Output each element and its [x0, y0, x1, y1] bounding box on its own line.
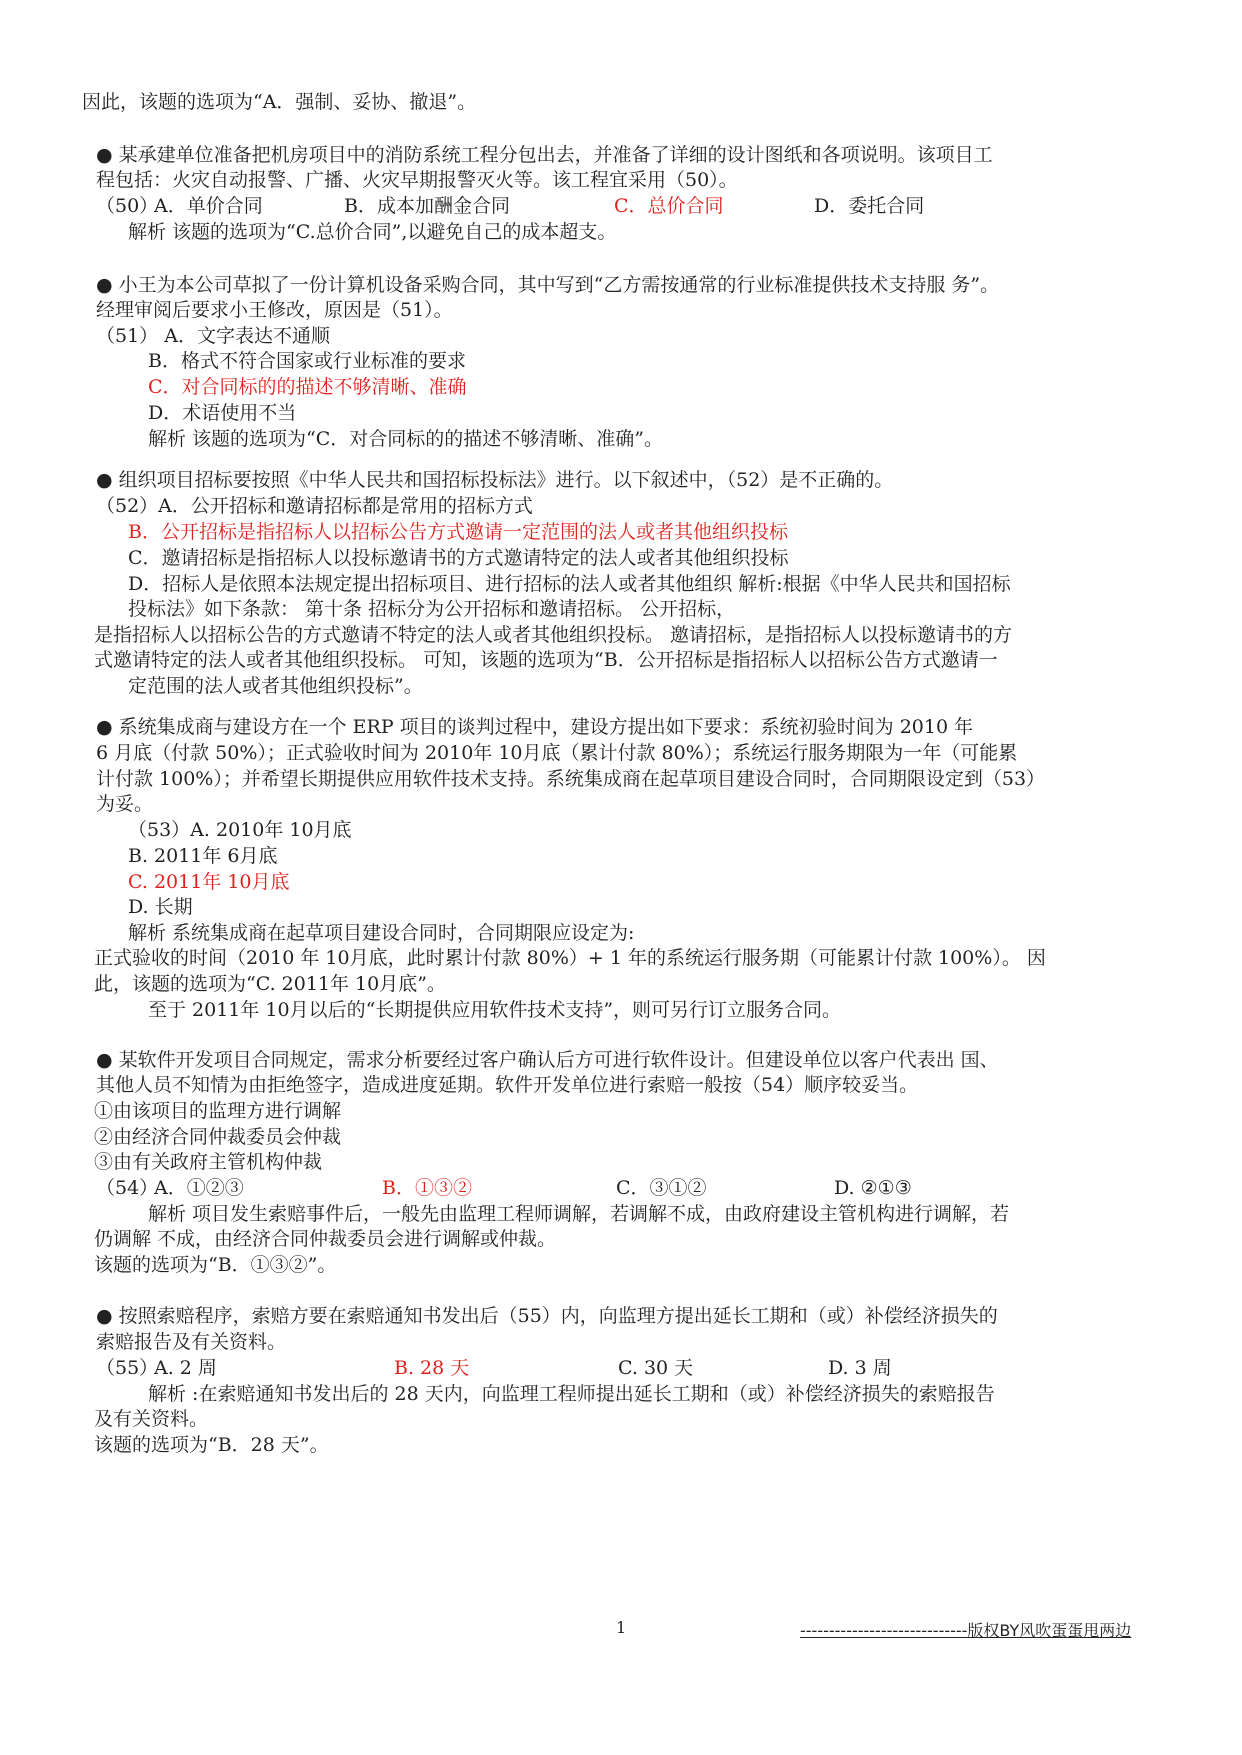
q54-item-2: ②由经济合同仲裁委员会仲裁	[94, 1126, 342, 1148]
q53-option-d: D. 长期	[128, 896, 193, 918]
q54-analysis-line-3: 该题的选项为“B．①③②”。	[94, 1254, 337, 1276]
q52-option-a: （52）A．公开招标和邀请招标都是常用的招标方式	[96, 495, 533, 517]
q55-label: （55）	[96, 1357, 159, 1379]
q54-analysis-line-2: 仍调解 不成，由经济合同仲裁委员会进行调解或仲裁。	[94, 1228, 557, 1250]
q55-analysis-line-3: 该题的选项为“B．28 天”。	[94, 1434, 329, 1456]
q52-analysis-line-2: 是指招标人以招标公告的方式邀请不特定的法人或者其他组织投标。 邀请招标，是指招标人以投标邀请书的方	[94, 624, 1013, 646]
q53-option-c-correct: C. 2011年 10月底	[128, 871, 290, 893]
q54-option-d: D. ②①③	[834, 1177, 912, 1199]
q50-stem-line-2: 程包括：火灾自动报警、广播、火灾早期报警灭火等。该工程宜采用（50）。	[96, 169, 738, 191]
q50-option-b: B．成本加酬金合同	[344, 195, 510, 217]
q50-analysis: 解析 该题的选项为“C.总价合同”,以避免自己的成本超支。	[128, 221, 617, 243]
q54-label: （54）	[96, 1177, 159, 1199]
q53-option-a: （53）A. 2010年 10月底	[128, 819, 352, 841]
q54-item-1: ①由该项目的监理方进行调解	[94, 1100, 342, 1122]
q51-option-c-correct: C．对合同标的的描述不够清晰、准确	[148, 376, 467, 398]
q55-analysis-line-1: 解析 :在索赔通知书发出后的 28 天内，向监理工程师提出延长工期和（或）补偿经济损失的索赔报告	[148, 1383, 995, 1405]
page-number: 1	[616, 1618, 627, 1637]
q53-analysis-line-1: 解析 系统集成商在起草项目建设合同时，合同期限应设定为:	[128, 922, 635, 944]
q53-stem-line-4: 为妥。	[96, 793, 154, 815]
q54-options	[96, 1174, 912, 1202]
q54-option-a: A．①②③	[154, 1177, 244, 1199]
q53-analysis-line-4: 至于 2011年 10月以后的“长期提供应用软件技术支持”，则可另行订立服务合同。	[148, 999, 842, 1021]
q51-option-d: D．术语使用不当	[148, 402, 297, 424]
q53-stem-line-3: 计付款 100%）；并希望长期提供应用软件技术支持。系统集成商在起草项目建设合同时，合同期限设定到（53）	[96, 768, 1046, 790]
q52-analysis-line-3: 式邀请特定的法人或者其他组织投标。 可知，该题的选项为“B．公开招标是指招标人以招标公告方式邀请一	[94, 649, 998, 671]
q52-analysis-line-4: 定范围的法人或者其他组织投标”。	[128, 675, 423, 697]
q51-analysis: 解析 该题的选项为“C．对合同标的的描述不够清晰、准确”。	[148, 428, 664, 450]
q54-analysis-line-1: 解析 项目发生索赔事件后，一般先由监理工程师调解，若调解不成，由政府建设主管机构进行调解，若	[148, 1203, 1010, 1225]
q53-analysis-line-2: 正式验收的时间（2010 年 10月底，此时累计付款 80%）+ 1 年的系统运行服务期（可能累计付款 100%）。 因	[94, 947, 1046, 969]
q53-stem-line-1: ● 系统集成商与建设方在一个 ERP 项目的谈判过程中，建设方提出如下要求：系统初验时间为 2010 年	[96, 716, 974, 738]
q55-option-c: C. 30 天	[618, 1357, 694, 1379]
q52-analysis-line-1: 投标法》如下条款： 第十条 招标分为公开招标和邀请招标。 公开招标，	[128, 598, 736, 620]
q53-analysis-line-3: 此，该题的选项为“C. 2011年 10月底”。	[94, 973, 446, 995]
q51-stem-line-2: 经理审阅后要求小王修改，原因是（51）。	[96, 299, 453, 321]
q52-option-b-correct: B．公开招标是指招标人以招标公告方式邀请一定范围的法人或者其他组织投标	[128, 521, 788, 543]
q50-stem-line-1: ● 某承建单位准备把机房项目中的消防系统工程分包出去，并准备了详细的设计图纸和各项说明。该项目工	[96, 144, 993, 166]
q52-stem: ● 组织项目招标要按照《中华人民共和国招标投标法》进行。以下叙述中，（52）是不正确的。	[96, 469, 894, 491]
q54-stem-line-2: 其他人员不知情为由拒绝签字，造成进度延期。软件开发单位进行索赔一般按（54）顺序较妥当。	[96, 1074, 919, 1096]
q51-stem-line-1: ● 小王为本公司草拟了一份计算机设备采购合同，其中写到“乙方需按通常的行业标准提供技术支持服 务”。	[96, 274, 1000, 296]
q50-option-c-correct: C．总价合同	[614, 195, 724, 217]
q51-option-a: （51） A．文字表达不通顺	[96, 325, 330, 347]
q55-option-d: D. 3 周	[828, 1357, 892, 1379]
q54-stem-line-1: ● 某软件开发项目合同规定，需求分析要经过客户确认后方可进行软件设计。但建设单位以客户代表出 国、	[96, 1049, 999, 1071]
q53-option-b: B. 2011年 6月底	[128, 845, 278, 867]
q53-stem-line-2: 6 月底（付款 50%）；正式验收时间为 2010年 10月底（累计付款 80%）；系统运行服务期限为一年（可能累	[96, 742, 1018, 764]
q55-analysis-line-2: 及有关资料。	[94, 1408, 209, 1430]
copyright-footer: -----------------------------版权BY风吹蛋蛋甩两边	[800, 1621, 1132, 1640]
q51-option-b: B．格式不符合国家或行业标准的要求	[148, 350, 466, 372]
q50-option-a: A．单价合同	[154, 195, 263, 217]
intro-answer: 因此，该题的选项为“A．强制、妥协、撤退”。	[82, 91, 477, 113]
q55-stem-line-2: 索赔报告及有关资料。	[96, 1331, 287, 1353]
q55-option-a: A. 2 周	[154, 1357, 217, 1379]
q50-options	[96, 192, 925, 220]
q55-options	[96, 1354, 892, 1382]
q54-option-c: C．③①②	[616, 1177, 707, 1199]
q55-stem-line-1: ● 按照索赔程序，索赔方要在索赔通知书发出后（55）内，向监理方提出延长工期和（或）补偿经济损失的	[96, 1305, 998, 1327]
q54-item-3: ③由有关政府主管机构仲裁	[94, 1151, 323, 1173]
q50-label: （50）	[96, 195, 159, 217]
q55-option-b-correct: B. 28 天	[394, 1357, 470, 1379]
q52-option-d: D．招标人是依照本法规定提出招标项目、进行招标的法人或者其他组织 解析:根据《中华人民共和国招标	[128, 573, 1011, 595]
q54-option-b-correct: B．①③②	[382, 1177, 472, 1199]
q52-option-c: C．邀请招标是指招标人以投标邀请书的方式邀请特定的法人或者其他组织投标	[128, 547, 789, 569]
q50-option-d: D．委托合同	[814, 195, 925, 217]
